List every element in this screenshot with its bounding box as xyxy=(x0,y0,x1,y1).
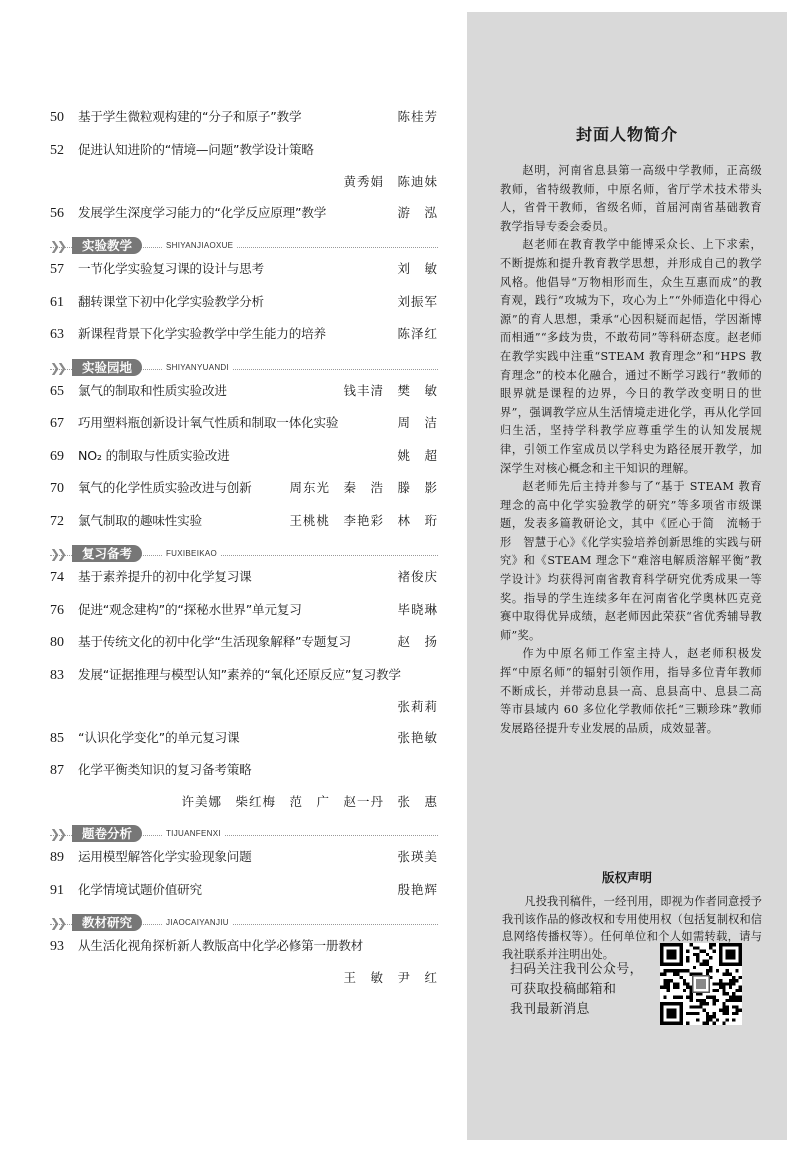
article-title[interactable]: 氧气的化学性质实验改进与创新 xyxy=(78,480,252,495)
article-title[interactable]: 基于学生微粒观构建的“分子和原子”教学 xyxy=(78,109,302,124)
toc-entry[interactable] xyxy=(50,414,438,433)
page-number: 83 xyxy=(50,667,64,683)
table-of-contents xyxy=(50,108,438,1000)
toc-entry[interactable] xyxy=(50,848,438,867)
bio-paragraph: 作为中原名师工作室主持人，赵老师积极发挥“中原名师”的辐射引领作用，指导多位青年教师不断成长，并带动息县一高、息县高中、息县二高等市县域内 60 多位化学教师依托“三颗珍珠”教师发展路径提升专业发展的品质，成效显著。 xyxy=(500,647,762,735)
article-title[interactable]: 化学情境试题价值研究 xyxy=(78,881,202,897)
toc-entry[interactable] xyxy=(50,293,438,312)
bio-paragraph: 赵老师先后主持并参与了“基于 STEAM 教育理念的高中化学实验教学的研究”等多项省市级课题，发表多篇教研论文，其中《匠心于简 流畅于形 智慧于心》《化学实验培养创新思维的实践与研究》和《STEAM 理念下“难溶电解质溶解平衡”教学设计》均获得河南省教育科学研究优秀成果一等奖。指导的学生连续多年在河南省化学奥林匹克竞赛中取得优异成绩，赵老师因此荣获“省优秀辅导教师”奖。 xyxy=(500,480,762,642)
article-authors: 刘 敏 xyxy=(397,261,438,276)
toc-entry[interactable] xyxy=(50,937,438,987)
toc-entry[interactable] xyxy=(50,260,438,279)
article-authors: 周东光 秦 浩 滕 影 xyxy=(289,480,438,495)
article-authors: 刘振军 xyxy=(397,293,438,309)
article-authors: 殷艳辉 xyxy=(397,881,438,897)
scan-prompt xyxy=(510,960,643,1020)
section-pinyin: TIJUANFENXI xyxy=(162,829,225,838)
toc-entry[interactable] xyxy=(50,382,438,401)
section-header xyxy=(50,913,438,931)
page-number: 63 xyxy=(50,327,64,342)
toc-entry[interactable] xyxy=(50,204,438,223)
scan-line: 可获取投稿邮箱和 xyxy=(510,982,617,997)
page-number: 65 xyxy=(50,383,64,399)
article-title[interactable]: 氯气的制取和性质实验改进 xyxy=(78,382,227,398)
article-authors: 张莉莉 xyxy=(397,698,438,714)
toc-entry[interactable] xyxy=(50,325,438,344)
article-title[interactable]: 运用模型解答化学实验现象问题 xyxy=(78,849,252,864)
sidebar-title: 封面人物简介 xyxy=(575,125,678,144)
article-authors: 王 敏 尹 红 xyxy=(343,970,438,985)
page-number: 67 xyxy=(50,416,64,431)
toc-entry[interactable] xyxy=(50,633,438,652)
page-number: 52 xyxy=(50,142,64,158)
article-authors: 张瑛美 xyxy=(397,849,438,864)
article-authors: 许美娜 柴红梅 范 广 赵一丹 张 惠 xyxy=(181,794,438,809)
article-title[interactable]: 促进“观念建构”的“探秘水世界”单元复习 xyxy=(78,601,302,617)
chevron-icon: ❯❯ xyxy=(50,827,65,841)
article-title[interactable]: 促进认知进阶的“情境—问题”教学设计策略 xyxy=(78,141,314,157)
article-authors: 姚 超 xyxy=(397,447,438,463)
section-header xyxy=(50,824,438,842)
section-header xyxy=(50,236,438,254)
qr-code-icon[interactable] xyxy=(660,943,742,1025)
page-number: 57 xyxy=(50,262,64,277)
article-authors: 钱丰清 樊 敏 xyxy=(343,382,438,398)
section-label: 题卷分析 xyxy=(72,825,142,842)
chevron-icon: ❯❯ xyxy=(50,239,65,253)
article-title[interactable]: 发展“证据推理与模型认知”素养的“氧化还原反应”复习教学 xyxy=(78,666,401,682)
page-number: 76 xyxy=(50,602,64,618)
section-header xyxy=(50,358,438,376)
section-header xyxy=(50,544,438,562)
scan-line: 我刊最新消息 xyxy=(510,1002,590,1017)
article-authors: 毕晓琳 xyxy=(397,601,438,617)
article-title[interactable]: 一节化学实验复习课的设计与思考 xyxy=(78,261,264,276)
article-authors: 黄秀娟 陈迪妹 xyxy=(343,173,438,189)
article-title[interactable]: 从生活化视角探析新人教版高中化学必修第一册教材 xyxy=(78,938,364,953)
article-title[interactable]: 氯气制取的趣味性实验 xyxy=(78,512,202,528)
article-authors: 游 泓 xyxy=(397,204,438,220)
bio-paragraph: 赵老师在教育教学中能博采众长、上下求索，不断提炼和提升教育教学思想，并形成自己的教学风格。他倡导“万物相形而生，众生互惠而成”的教育观，践行“攻城为下，攻心为上”“外师造化中得心源”的育人思想，秉承“心因积疑而起悟，学因渐博而相通”“多歧为贵，不敢苟同”等科研态度。赵老师在教学实践中注重“STEAM 教育理念”和“HPS 教育理念”的校本化融合，通过不断学习践行“教师的眼界就是课程的边界，今日的教学改变明日的世界”，强调教学应从生活情境走进化学，再从化学回归生活，坚持学科教学应尊重学生的认知发展规律，引领工作室成员以学科史为路径展开教学，加深学生对核心概念和主干知识的理解。 xyxy=(500,238,762,475)
article-title[interactable]: 基于传统文化的初中化学“生活现象解释”专题复习 xyxy=(78,634,351,649)
article-title[interactable]: 翻转课堂下初中化学实验教学分析 xyxy=(78,293,264,309)
article-title[interactable]: NO₂ 的制取与性质实验改进 xyxy=(78,447,230,463)
page-number: 89 xyxy=(50,850,64,865)
article-title[interactable]: 巧用塑料瓶创新设计氧气性质和制取一体化实验 xyxy=(78,415,339,430)
page-number: 72 xyxy=(50,513,64,529)
page-number: 80 xyxy=(50,635,64,650)
scan-line: 扫码关注我刊公众号， xyxy=(510,962,643,977)
article-authors: 王桃桃 李艳彩 林 珩 xyxy=(289,512,438,528)
article-authors: 陈桂芳 xyxy=(397,109,438,124)
article-title[interactable]: 新课程背景下化学实验教学中学生能力的培养 xyxy=(78,326,326,341)
copyright-text: 凡投我刊稿件，一经刊用，即视为作者同意授予我刊该作品的修改权和专用使用权（包括复制权和信息网络传播权等）。任何单位和个人如需转载，请与我社联系并注明出处。 xyxy=(502,895,762,961)
toc-entry[interactable] xyxy=(50,479,438,498)
page-number: 69 xyxy=(50,448,64,464)
article-title[interactable]: 发展学生深度学习能力的“化学反应原理”教学 xyxy=(78,204,327,220)
page-number: 70 xyxy=(50,481,64,496)
section-label: 实验园地 xyxy=(72,359,142,376)
page-number: 87 xyxy=(50,763,64,778)
copyright-title: 版权声明 xyxy=(601,870,652,885)
bio-paragraph: 赵明，河南省息县第一高级中学教师，正高级教师，省特级教师，中原名师，省厅学术技术带头人，省骨干教师，省级名师，首届河南省基础教育教学指导专委会委员。 xyxy=(500,164,762,233)
section-pinyin: JIAOCAIYANJIU xyxy=(162,918,233,927)
page-number: 74 xyxy=(50,570,64,585)
toc-entry[interactable] xyxy=(50,141,438,191)
page-number: 56 xyxy=(50,205,64,221)
toc-entry[interactable] xyxy=(50,447,438,466)
toc-entry[interactable] xyxy=(50,108,438,127)
article-authors: 周 洁 xyxy=(397,415,438,430)
section-label: 复习备考 xyxy=(72,545,142,562)
toc-entry[interactable] xyxy=(50,666,438,716)
section-label: 教材研究 xyxy=(72,914,142,931)
page-number: 85 xyxy=(50,730,64,746)
toc-entry[interactable] xyxy=(50,512,438,531)
article-authors: 张艳敏 xyxy=(397,729,438,745)
page-number: 61 xyxy=(50,294,64,310)
chevron-icon: ❯❯ xyxy=(50,360,65,375)
chevron-icon: ❯❯ xyxy=(50,916,65,930)
cover-profile-sidebar xyxy=(467,12,787,1140)
article-authors: 陈泽红 xyxy=(397,326,438,341)
page-number: 50 xyxy=(50,110,64,125)
article-title[interactable]: 化学平衡类知识的复习备考策略 xyxy=(78,762,252,777)
chevron-icon: ❯❯ xyxy=(50,547,65,561)
section-pinyin: SHIYANYUANDI xyxy=(162,363,233,372)
section-label: 实验教学 xyxy=(72,237,142,254)
section-pinyin: SHIYANJIAOXUE xyxy=(162,241,237,250)
page-number: 93 xyxy=(50,939,64,954)
article-authors: 赵 扬 xyxy=(397,634,438,649)
toc-entry[interactable] xyxy=(50,729,438,748)
toc-entry[interactable] xyxy=(50,568,438,587)
page-number: 91 xyxy=(50,882,64,898)
toc-entry[interactable] xyxy=(50,601,438,620)
section-pinyin: FUXIBEIKAO xyxy=(162,549,221,558)
article-title[interactable]: 基于素养提升的初中化学复习课 xyxy=(78,569,252,584)
toc-entry[interactable] xyxy=(50,761,438,811)
toc-entry[interactable] xyxy=(50,881,438,900)
profile-bio xyxy=(500,162,762,738)
article-title[interactable]: “认识化学变化”的单元复习课 xyxy=(78,729,240,745)
article-authors: 褚俊庆 xyxy=(397,569,438,584)
